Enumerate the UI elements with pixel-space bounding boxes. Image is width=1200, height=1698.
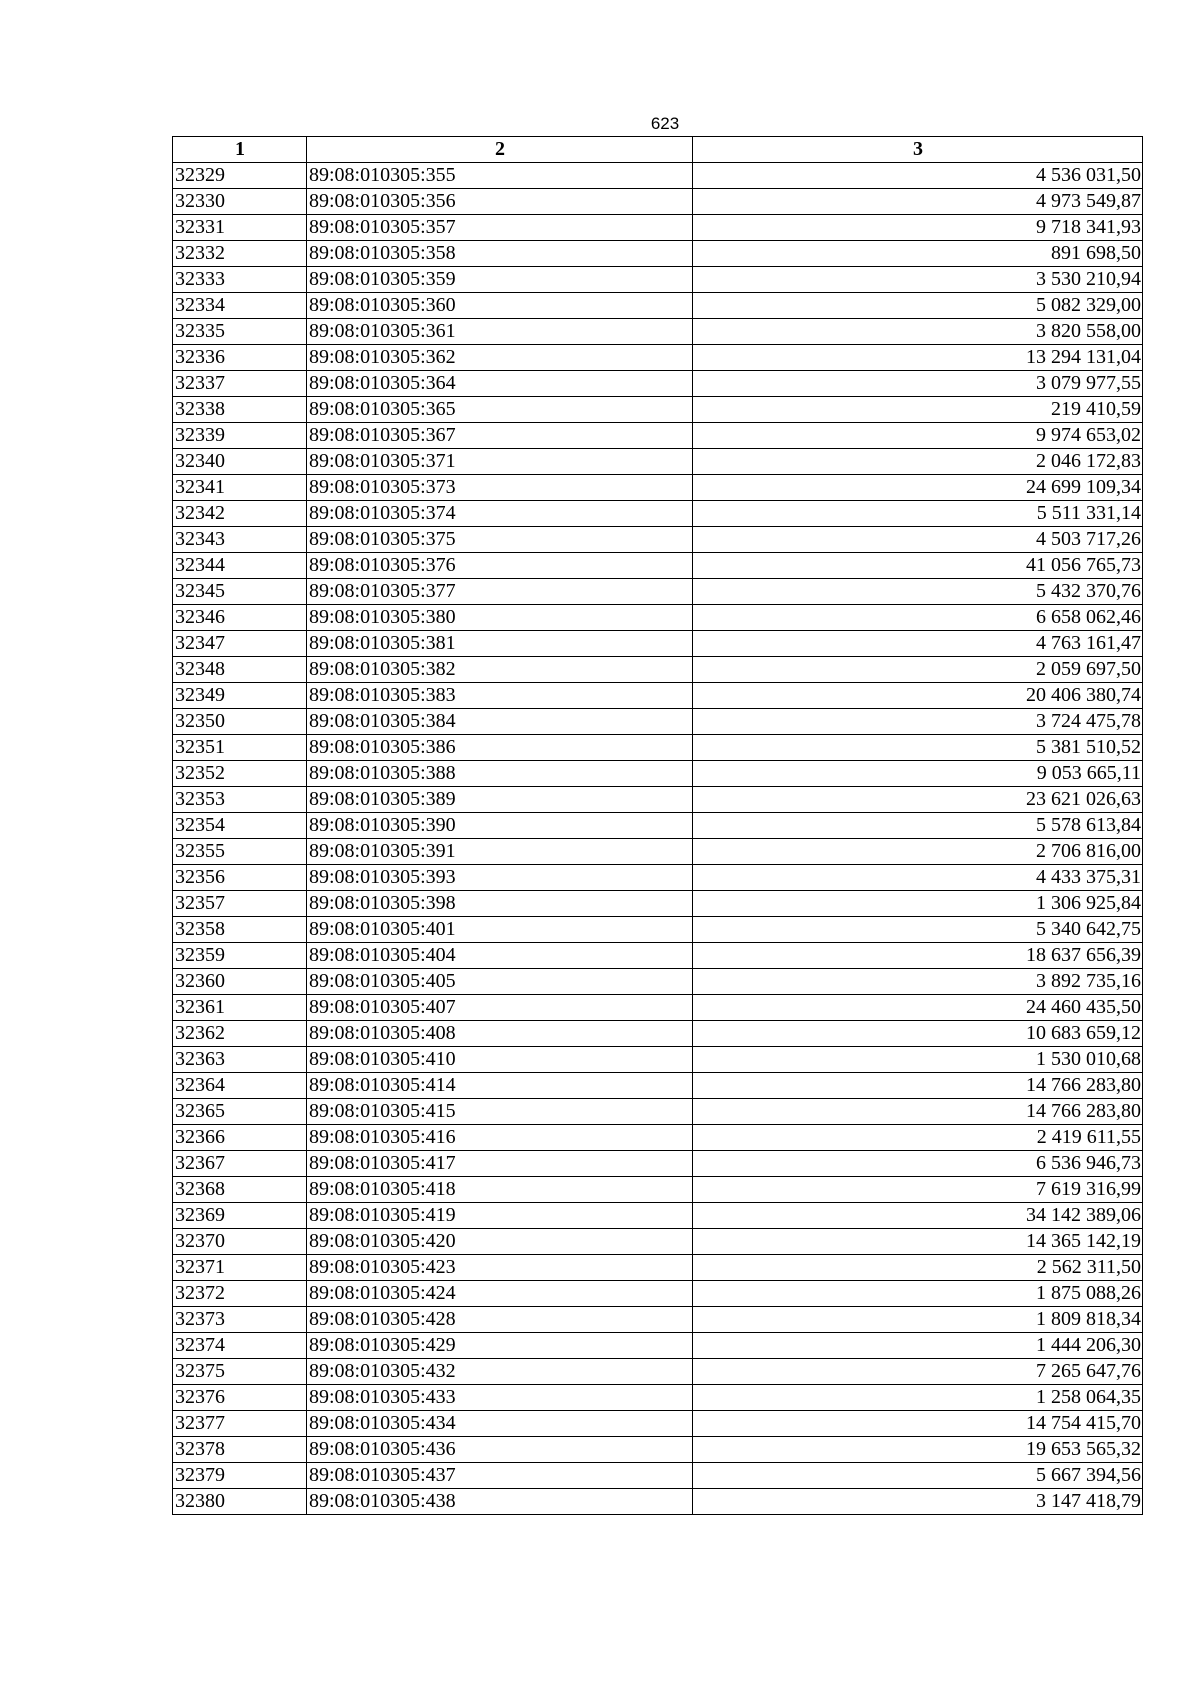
cadastral-number-cell: 89:08:010305:376 [307,553,693,579]
value-cell: 23 621 026,63 [693,787,1143,813]
cadastral-number-cell: 89:08:010305:375 [307,527,693,553]
cadastral-number-cell: 89:08:010305:419 [307,1203,693,1229]
value-cell: 4 763 161,47 [693,631,1143,657]
table-row [173,891,1143,917]
row-number-cell: 32367 [173,1151,307,1177]
table-row [173,1463,1143,1489]
data-table-container [172,136,1142,1515]
table-row [173,995,1143,1021]
row-number-cell: 32365 [173,1099,307,1125]
cadastral-number-cell: 89:08:010305:429 [307,1333,693,1359]
table-row [173,241,1143,267]
cadastral-value-table [172,136,1143,1515]
table-row [173,787,1143,813]
value-cell: 2 059 697,50 [693,657,1143,683]
row-number-cell: 32359 [173,943,307,969]
cadastral-number-cell: 89:08:010305:414 [307,1073,693,1099]
row-number-cell: 32373 [173,1307,307,1333]
row-number-cell: 32374 [173,1333,307,1359]
cadastral-number-cell: 89:08:010305:416 [307,1125,693,1151]
row-number-cell: 32375 [173,1359,307,1385]
cadastral-number-cell: 89:08:010305:438 [307,1489,693,1515]
row-number-cell: 32362 [173,1021,307,1047]
table-row [173,267,1143,293]
table-row [173,1177,1143,1203]
table-row [173,371,1143,397]
cadastral-number-cell: 89:08:010305:390 [307,813,693,839]
value-cell: 5 381 510,52 [693,735,1143,761]
cadastral-number-cell: 89:08:010305:386 [307,735,693,761]
value-cell: 5 340 642,75 [693,917,1143,943]
table-row [173,189,1143,215]
row-number-cell: 32366 [173,1125,307,1151]
cadastral-number-cell: 89:08:010305:408 [307,1021,693,1047]
table-row [173,423,1143,449]
table-row [173,1125,1143,1151]
cadastral-number-cell: 89:08:010305:388 [307,761,693,787]
cadastral-number-cell: 89:08:010305:401 [307,917,693,943]
value-cell: 6 658 062,46 [693,605,1143,631]
table-row [173,709,1143,735]
row-number-cell: 32351 [173,735,307,761]
row-number-cell: 32356 [173,865,307,891]
table-row [173,657,1143,683]
row-number-cell: 32350 [173,709,307,735]
row-number-cell: 32369 [173,1203,307,1229]
row-number-cell: 32358 [173,917,307,943]
table-row [173,293,1143,319]
value-cell: 3 079 977,55 [693,371,1143,397]
cadastral-number-cell: 89:08:010305:420 [307,1229,693,1255]
row-number-cell: 32342 [173,501,307,527]
value-cell: 7 265 647,76 [693,1359,1143,1385]
column-header-2: 2 [307,137,693,163]
value-cell: 3 530 210,94 [693,267,1143,293]
row-number-cell: 32379 [173,1463,307,1489]
row-number-cell: 32346 [173,605,307,631]
value-cell: 5 667 394,56 [693,1463,1143,1489]
cadastral-number-cell: 89:08:010305:356 [307,189,693,215]
row-number-cell: 32354 [173,813,307,839]
page-number: 623 [650,114,680,133]
table-row [173,1229,1143,1255]
row-number-cell: 32352 [173,761,307,787]
value-cell: 6 536 946,73 [693,1151,1143,1177]
cadastral-number-cell: 89:08:010305:398 [307,891,693,917]
cadastral-number-cell: 89:08:010305:393 [307,865,693,891]
value-cell: 9 718 341,93 [693,215,1143,241]
value-cell: 5 082 329,00 [693,293,1143,319]
cadastral-number-cell: 89:08:010305:382 [307,657,693,683]
value-cell: 4 433 375,31 [693,865,1143,891]
value-cell: 19 653 565,32 [693,1437,1143,1463]
value-cell: 4 536 031,50 [693,163,1143,189]
table-row [173,1203,1143,1229]
value-cell: 2 419 611,55 [693,1125,1143,1151]
value-cell: 4 973 549,87 [693,189,1143,215]
value-cell: 9 974 653,02 [693,423,1143,449]
row-number-cell: 32334 [173,293,307,319]
table-row [173,449,1143,475]
row-number-cell: 32338 [173,397,307,423]
cadastral-number-cell: 89:08:010305:361 [307,319,693,345]
cadastral-number-cell: 89:08:010305:380 [307,605,693,631]
row-number-cell: 32341 [173,475,307,501]
row-number-cell: 32361 [173,995,307,1021]
table-row [173,1047,1143,1073]
table-row [173,1307,1143,1333]
cadastral-number-cell: 89:08:010305:389 [307,787,693,813]
table-row [173,839,1143,865]
row-number-cell: 32349 [173,683,307,709]
cadastral-number-cell: 89:08:010305:362 [307,345,693,371]
cadastral-number-cell: 89:08:010305:436 [307,1437,693,1463]
row-number-cell: 32347 [173,631,307,657]
cadastral-number-cell: 89:08:010305:355 [307,163,693,189]
row-number-cell: 32333 [173,267,307,293]
row-number-cell: 32344 [173,553,307,579]
cadastral-number-cell: 89:08:010305:357 [307,215,693,241]
cadastral-number-cell: 89:08:010305:437 [307,1463,693,1489]
cadastral-number-cell: 89:08:010305:364 [307,371,693,397]
cadastral-number-cell: 89:08:010305:405 [307,969,693,995]
value-cell: 9 053 665,11 [693,761,1143,787]
row-number-cell: 32353 [173,787,307,813]
value-cell: 1 809 818,34 [693,1307,1143,1333]
value-cell: 5 578 613,84 [693,813,1143,839]
cadastral-number-cell: 89:08:010305:417 [307,1151,693,1177]
cadastral-number-cell: 89:08:010305:374 [307,501,693,527]
cadastral-number-cell: 89:08:010305:424 [307,1281,693,1307]
table-row [173,527,1143,553]
row-number-cell: 32377 [173,1411,307,1437]
table-row [173,683,1143,709]
cadastral-number-cell: 89:08:010305:434 [307,1411,693,1437]
table-row [173,813,1143,839]
value-cell: 18 637 656,39 [693,943,1143,969]
value-cell: 3 147 418,79 [693,1489,1143,1515]
table-header-row [173,137,1143,163]
table-row [173,163,1143,189]
table-row [173,1073,1143,1099]
cadastral-number-cell: 89:08:010305:365 [307,397,693,423]
value-cell: 7 619 316,99 [693,1177,1143,1203]
row-number-cell: 32335 [173,319,307,345]
table-row [173,735,1143,761]
value-cell: 34 142 389,06 [693,1203,1143,1229]
column-header-1: 1 [173,137,307,163]
value-cell: 3 892 735,16 [693,969,1143,995]
cadastral-number-cell: 89:08:010305:407 [307,995,693,1021]
value-cell: 14 766 283,80 [693,1073,1143,1099]
value-cell: 13 294 131,04 [693,345,1143,371]
value-cell: 4 503 717,26 [693,527,1143,553]
row-number-cell: 32337 [173,371,307,397]
table-row [173,917,1143,943]
value-cell: 2 706 816,00 [693,839,1143,865]
row-number-cell: 32364 [173,1073,307,1099]
table-row [173,345,1143,371]
value-cell: 1 875 088,26 [693,1281,1143,1307]
cadastral-number-cell: 89:08:010305:433 [307,1385,693,1411]
row-number-cell: 32336 [173,345,307,371]
row-number-cell: 32363 [173,1047,307,1073]
cadastral-number-cell: 89:08:010305:358 [307,241,693,267]
row-number-cell: 32330 [173,189,307,215]
cadastral-number-cell: 89:08:010305:423 [307,1255,693,1281]
row-number-cell: 32380 [173,1489,307,1515]
table-row [173,1333,1143,1359]
table-row [173,605,1143,631]
cadastral-number-cell: 89:08:010305:410 [307,1047,693,1073]
cadastral-number-cell: 89:08:010305:391 [307,839,693,865]
table-row [173,579,1143,605]
cadastral-number-cell: 89:08:010305:432 [307,1359,693,1385]
row-number-cell: 32345 [173,579,307,605]
value-cell: 20 406 380,74 [693,683,1143,709]
value-cell: 2 046 172,83 [693,449,1143,475]
table-row [173,1255,1143,1281]
value-cell: 3 724 475,78 [693,709,1143,735]
value-cell: 14 365 142,19 [693,1229,1143,1255]
table-row [173,475,1143,501]
cadastral-number-cell: 89:08:010305:384 [307,709,693,735]
row-number-cell: 32348 [173,657,307,683]
cadastral-number-cell: 89:08:010305:367 [307,423,693,449]
row-number-cell: 32343 [173,527,307,553]
row-number-cell: 32339 [173,423,307,449]
table-row [173,1099,1143,1125]
value-cell: 219 410,59 [693,397,1143,423]
cadastral-number-cell: 89:08:010305:371 [307,449,693,475]
cadastral-number-cell: 89:08:010305:381 [307,631,693,657]
row-number-cell: 32371 [173,1255,307,1281]
value-cell: 2 562 311,50 [693,1255,1143,1281]
table-row [173,397,1143,423]
row-number-cell: 32331 [173,215,307,241]
row-number-cell: 32355 [173,839,307,865]
table-row [173,1021,1143,1047]
cadastral-number-cell: 89:08:010305:373 [307,475,693,501]
table-row [173,1411,1143,1437]
table-row [173,1359,1143,1385]
table-row [173,943,1143,969]
row-number-cell: 32368 [173,1177,307,1203]
value-cell: 1 306 925,84 [693,891,1143,917]
row-number-cell: 32360 [173,969,307,995]
cadastral-number-cell: 89:08:010305:383 [307,683,693,709]
table-row [173,1489,1143,1515]
cadastral-number-cell: 89:08:010305:428 [307,1307,693,1333]
column-header-3: 3 [693,137,1143,163]
table-row [173,1151,1143,1177]
value-cell: 14 766 283,80 [693,1099,1143,1125]
cadastral-number-cell: 89:08:010305:359 [307,267,693,293]
cadastral-number-cell: 89:08:010305:377 [307,579,693,605]
value-cell: 1 530 010,68 [693,1047,1143,1073]
table-body [173,163,1143,1515]
value-cell: 41 056 765,73 [693,553,1143,579]
table-row [173,215,1143,241]
table-row [173,631,1143,657]
table-row [173,1385,1143,1411]
row-number-cell: 32332 [173,241,307,267]
row-number-cell: 32372 [173,1281,307,1307]
value-cell: 10 683 659,12 [693,1021,1143,1047]
value-cell: 1 444 206,30 [693,1333,1143,1359]
row-number-cell: 32357 [173,891,307,917]
table-row [173,501,1143,527]
cadastral-number-cell: 89:08:010305:404 [307,943,693,969]
table-row [173,761,1143,787]
value-cell: 5 432 370,76 [693,579,1143,605]
row-number-cell: 32329 [173,163,307,189]
table-row [173,553,1143,579]
value-cell: 24 699 109,34 [693,475,1143,501]
value-cell: 24 460 435,50 [693,995,1143,1021]
cadastral-number-cell: 89:08:010305:415 [307,1099,693,1125]
value-cell: 14 754 415,70 [693,1411,1143,1437]
table-row [173,1437,1143,1463]
row-number-cell: 32376 [173,1385,307,1411]
table-row [173,319,1143,345]
row-number-cell: 32370 [173,1229,307,1255]
value-cell: 3 820 558,00 [693,319,1143,345]
cadastral-number-cell: 89:08:010305:360 [307,293,693,319]
value-cell: 891 698,50 [693,241,1143,267]
table-row [173,1281,1143,1307]
value-cell: 1 258 064,35 [693,1385,1143,1411]
row-number-cell: 32340 [173,449,307,475]
row-number-cell: 32378 [173,1437,307,1463]
table-row [173,969,1143,995]
table-row [173,865,1143,891]
value-cell: 5 511 331,14 [693,501,1143,527]
cadastral-number-cell: 89:08:010305:418 [307,1177,693,1203]
